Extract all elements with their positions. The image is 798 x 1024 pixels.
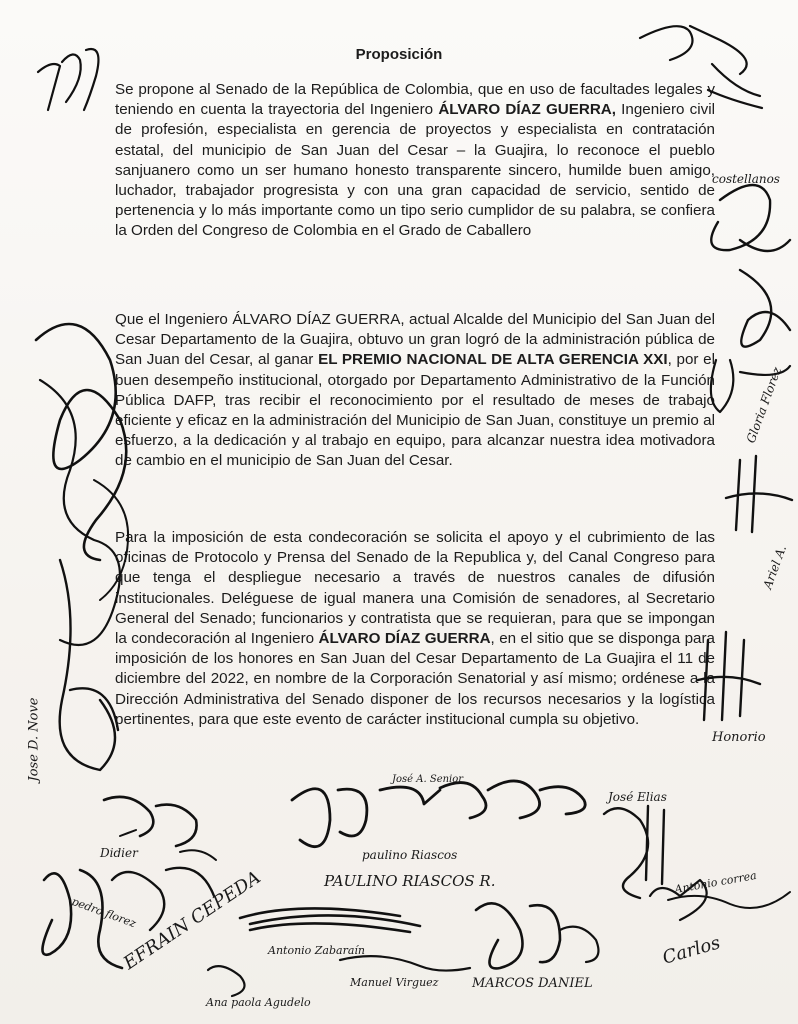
handwritten-name: Antonio correa <box>673 868 758 897</box>
paragraph-text: Para la imposición de esta condecoración se solicita el apoyo y el cubrimiento de las oficinas de Protocolo y Prensa del Senado de la Republica y, del Canal Congreso para que tenga el despliegue necesario a través de nuestros canales de difusión institucionales. Deléguese de igual manera una Comisión de senadores, al Secretario General del Senado; funcionarios y contratista que se requieran, para que se impongan la condecoración al Ingeniero <box>115 529 715 648</box>
paragraph-text: Se propone al Senado de la República de Colombia, que en uso de facultades legales y teniendo en cuenta la trayectoria del Ingeniero <box>115 81 715 119</box>
handwritten-name: pedro florez <box>69 894 138 931</box>
handwritten-name: Ariel A. <box>760 543 790 591</box>
signature-mark <box>740 270 790 347</box>
handwritten-name: PAULINO RIASCOS R. <box>324 872 496 890</box>
signature-mark <box>340 956 470 970</box>
paragraph-text: Ingeniero civil de profesión, especialista en gerencia de proyectos y especialista en contratación estatal, del municipio de San Juan del Cesar – la Guajira, lo reconoce el pueblo sanjuanero como un ser humano honesto transparente sincero, humilde buen amigo, luchador, trabajador progresista y con una gran capacidad de servicio, sentido de pertenencia y lo más importante como un tipo serio cumplidor de su palabra, se confiera la Orden del Congreso de Colombia en el Grado de Caballero <box>115 101 715 240</box>
handwritten-name: José Elias <box>608 790 667 804</box>
signature-mark <box>292 787 440 847</box>
signature-mark <box>668 892 790 908</box>
honoree-name: ÁLVARO DÍAZ GUERRA, <box>438 101 616 119</box>
award-name: EL PREMIO NACIONAL DE ALTA GERENCIA XXI <box>318 351 668 369</box>
paragraph-proposal <box>115 80 715 242</box>
signature-mark <box>208 966 245 996</box>
handwritten-name: MARCOS DANIEL <box>472 976 593 991</box>
paragraph-text: , en el sitio que se disponga para imposición de los honores en San Juan del Cesar Departamento de La Guajira el 11 de diciembre del 2022, en nombre de la Corporación Senatorial y así mismo; ordénese a la Dirección Administrativa del Senado disponer de los recursos necesarios y la logística pertinentes, para que este evento de carácter institucional cumpla su objetivo. <box>115 630 715 728</box>
handwritten-name: Carlos <box>660 932 723 969</box>
paragraph-request <box>115 528 715 730</box>
honoree-name: ÁLVARO DÍAZ GUERRA <box>318 630 491 648</box>
signature-mark <box>604 806 664 898</box>
signature-mark <box>476 903 560 968</box>
signature-mark <box>440 781 585 818</box>
handwritten-name: Jose D. Nove <box>26 697 42 782</box>
handwritten-name: paulino Riascos <box>362 848 458 862</box>
handwritten-name: EFRAIN CEPEDA <box>119 866 265 975</box>
handwritten-name: Antonio Zabaraín <box>268 944 366 957</box>
signature-mark <box>60 560 118 770</box>
handwritten-name: Didier <box>100 846 138 860</box>
paragraph-award <box>115 310 715 472</box>
handwritten-name: Honorio <box>712 730 766 745</box>
document-title: Proposición <box>355 46 443 63</box>
handwritten-name: costellanos <box>712 172 780 186</box>
paragraph-text: Que el Ingeniero ÁLVARO DÍAZ GUERRA, actual Alcalde del Municipio del San Juan del Cesar Departamento de la Guajira, obtuvo un gran logró de la administración pública de San Juan del Cesar, al ganar <box>115 311 715 369</box>
handwritten-name: Ana paola Agudelo <box>206 996 311 1009</box>
signature-mark <box>726 456 792 532</box>
signature-mark <box>240 908 420 932</box>
handwritten-name: Manuel Virguez <box>350 976 439 989</box>
signature-mark <box>104 797 197 846</box>
handwritten-name: Gloria Florez <box>743 365 785 445</box>
signature-mark <box>40 380 120 645</box>
signature-mark <box>36 324 126 560</box>
signature-mark <box>560 927 598 962</box>
handwritten-name: José A. Senior <box>392 774 464 785</box>
signature-mark <box>711 185 790 251</box>
paragraph-text: , por el buen desempeño institucional, otorgado por Departamento Administrativo de la Función Pública DAFP, tras recibir el reconocimiento por el resultado de meses de trabajo eficiente y eficaz en la administración del Municipio de San Juan, constituye un premio al esfuerzo, a la dedicación y al trabajo en equipo, para alcanzar nuestra idea motivadora de cambio en el municipio de San Juan del Cesar. <box>115 351 715 470</box>
